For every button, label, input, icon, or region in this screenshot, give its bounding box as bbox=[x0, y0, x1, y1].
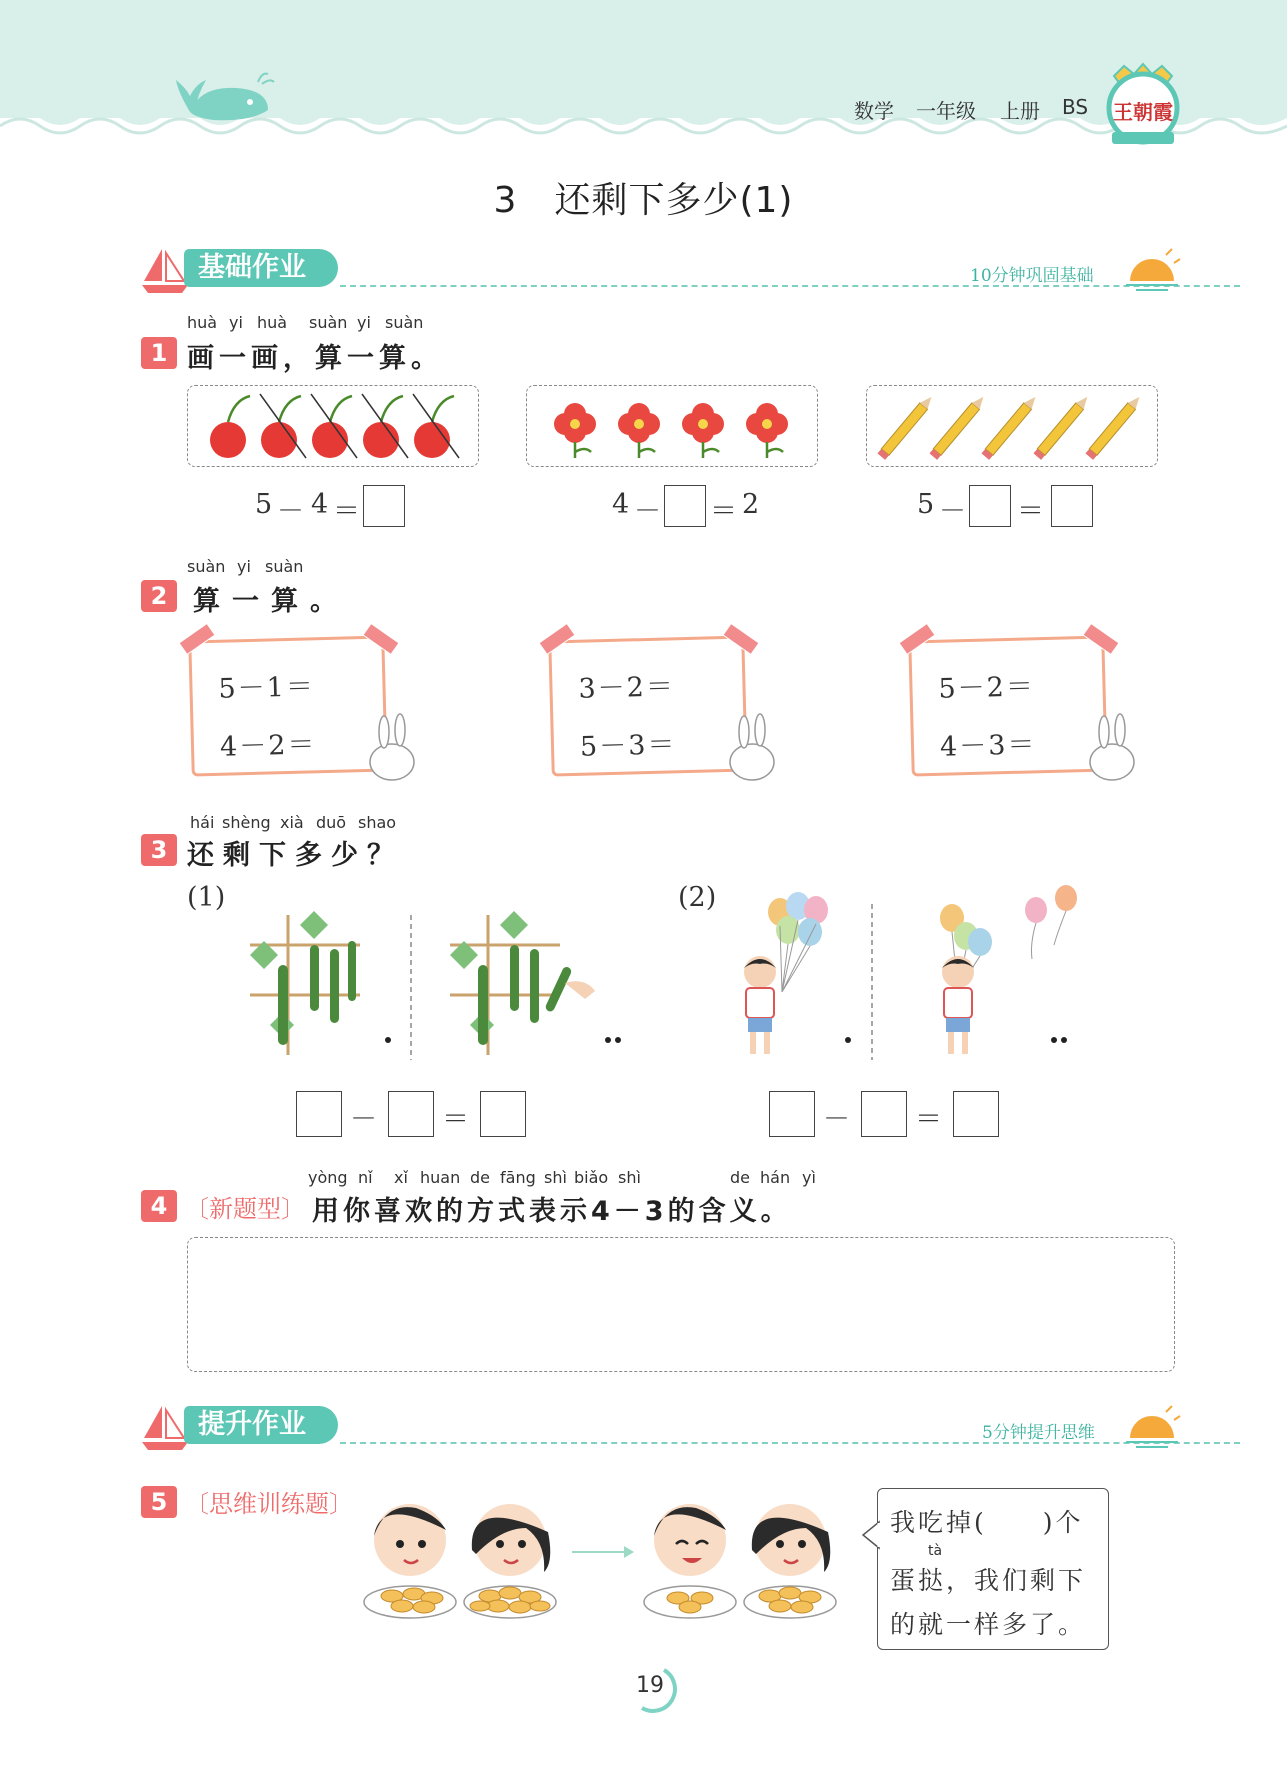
answer-box[interactable] bbox=[664, 485, 706, 527]
answer-box[interactable] bbox=[1051, 485, 1093, 527]
speech-bubble bbox=[877, 1488, 1109, 1650]
answer-box[interactable] bbox=[296, 1091, 342, 1137]
question-number-2: 2 bbox=[141, 580, 177, 612]
q3-equation-2 bbox=[769, 1091, 1009, 1137]
header-band bbox=[0, 0, 1287, 150]
pinyin: hán bbox=[760, 1168, 791, 1187]
pinyin: huà bbox=[187, 313, 218, 332]
pinyin: de bbox=[730, 1168, 750, 1187]
equals-sign: ＝ bbox=[1017, 496, 1044, 527]
calc-line: 5－1＝ bbox=[218, 671, 316, 705]
pinyin: yi bbox=[229, 313, 243, 332]
pinyin: xǐ bbox=[394, 1168, 408, 1187]
operand: 4 bbox=[311, 489, 329, 520]
pinyin: yì bbox=[802, 1168, 816, 1187]
sunrise-icon bbox=[1122, 247, 1182, 293]
equals-sign: ＝ bbox=[442, 1104, 469, 1135]
answer-box[interactable] bbox=[363, 485, 405, 527]
section-advanced-label: 提升作业 bbox=[184, 1406, 338, 1444]
operand: 5 bbox=[255, 489, 273, 520]
pinyin: shèng bbox=[222, 813, 271, 832]
sunrise-icon bbox=[1122, 1404, 1182, 1450]
q2-pinyin-row bbox=[187, 557, 387, 579]
pinyin: suàn bbox=[385, 313, 424, 332]
boy-icon bbox=[744, 956, 974, 1054]
operand: 4 bbox=[612, 489, 630, 520]
pinyin: fāng bbox=[500, 1168, 536, 1187]
pinyin: shì bbox=[544, 1168, 567, 1187]
calc-line: 5－2＝ bbox=[938, 671, 1036, 705]
part-label-1: (1) bbox=[187, 882, 226, 913]
calc-line: 5－3＝ bbox=[579, 729, 677, 763]
balloon-icon bbox=[768, 885, 1077, 956]
pinyin: duō bbox=[316, 813, 347, 832]
section-basic-header bbox=[140, 245, 1180, 295]
operator: － bbox=[939, 496, 966, 527]
section-advanced-hint: 5分钟提升思维 bbox=[982, 1423, 1095, 1443]
pinyin: yòng bbox=[308, 1168, 348, 1187]
pencil-icon bbox=[877, 394, 1143, 460]
pinyin: huà bbox=[257, 313, 288, 332]
calc-line: 4－3＝ bbox=[939, 729, 1037, 763]
section-basic-hint: 10分钟巩固基础 bbox=[970, 266, 1094, 286]
section-divider bbox=[340, 285, 1240, 287]
question-4-text: 用你喜欢的方式表示4－3的含义。 bbox=[312, 1196, 792, 1227]
answer-box[interactable] bbox=[388, 1091, 434, 1137]
equals-sign: ＝ bbox=[333, 496, 360, 527]
flower-icon bbox=[554, 403, 788, 458]
answer-box[interactable] bbox=[480, 1091, 526, 1137]
speech-line-2: 蛋挞，我们剩下 bbox=[890, 1566, 1087, 1595]
pinyin: shao bbox=[358, 813, 397, 832]
header-edition: BS bbox=[1062, 95, 1089, 119]
cherry-icon bbox=[210, 396, 454, 458]
picture-box-pencils bbox=[866, 385, 1158, 467]
picture-box-flowers bbox=[526, 385, 818, 467]
question-3-text: 还剩下多少？ bbox=[187, 840, 403, 871]
speech-line-3: 的就一样多了。 bbox=[890, 1610, 1087, 1639]
calc-line: 4－2＝ bbox=[219, 729, 317, 763]
operand: 5 bbox=[917, 489, 935, 520]
pinyin: suàn bbox=[265, 557, 304, 576]
operator: － bbox=[634, 496, 661, 527]
section-advanced-header bbox=[140, 1402, 1180, 1452]
sailboat-icon bbox=[140, 1402, 190, 1452]
question-4-tag: 〔新题型〕 bbox=[185, 1195, 305, 1223]
page-number: 19 bbox=[636, 1673, 664, 1698]
section-basic-label: 基础作业 bbox=[184, 249, 338, 287]
kid-icon bbox=[374, 1504, 830, 1576]
q4-pinyin-row bbox=[308, 1168, 828, 1190]
question-number-5: 5 bbox=[141, 1486, 177, 1518]
kids-egg-tarts-illustration bbox=[360, 1490, 860, 1625]
cucumber-icon bbox=[278, 941, 573, 1045]
pinyin: tà bbox=[928, 1543, 943, 1559]
q3-equation-1 bbox=[296, 1091, 536, 1137]
arrow-right-icon bbox=[572, 1546, 634, 1558]
operator: － bbox=[350, 1104, 377, 1135]
q3-pinyin-row bbox=[190, 813, 430, 835]
section-divider bbox=[340, 1442, 1240, 1444]
speech-tail bbox=[862, 1520, 880, 1550]
bunny-icon bbox=[370, 714, 1134, 780]
brand-logo bbox=[1104, 62, 1182, 148]
pinyin: suàn bbox=[187, 557, 226, 576]
answer-area[interactable] bbox=[187, 1237, 1175, 1372]
question-number-4: 4 bbox=[141, 1190, 177, 1222]
pinyin: yi bbox=[357, 313, 371, 332]
pinyin: shì bbox=[618, 1168, 641, 1187]
q1-pinyin-row bbox=[187, 313, 487, 335]
equals-sign: ＝ bbox=[710, 496, 737, 527]
pinyin: biǎo bbox=[574, 1168, 609, 1187]
logo-text: 王朝霞 bbox=[1113, 100, 1173, 124]
pinyin: xià bbox=[280, 813, 304, 832]
header-grade: 一年级 bbox=[916, 99, 976, 123]
operator: － bbox=[277, 496, 304, 527]
decor-tape-and-bunnies bbox=[180, 620, 1160, 790]
pinyin: yi bbox=[237, 557, 251, 576]
question-number-3: 3 bbox=[141, 834, 177, 866]
speech-line-1: 我吃掉( )个 bbox=[890, 1508, 1084, 1537]
question-5-tag: 〔思维训练题〕 bbox=[185, 1490, 353, 1518]
calc-line: 3－2＝ bbox=[578, 671, 676, 705]
page-title: 3 还剩下多少(1) bbox=[493, 180, 794, 221]
pinyin: de bbox=[470, 1168, 490, 1187]
pinyin: nǐ bbox=[358, 1168, 373, 1187]
operator: － bbox=[823, 1104, 850, 1135]
question-1-text: 画一画，算一算。 bbox=[187, 343, 443, 374]
balloon-boy-illustration bbox=[720, 880, 1090, 1070]
pinyin: hái bbox=[190, 813, 215, 832]
header-volume: 上册 bbox=[1000, 99, 1040, 123]
part-label-2: (2) bbox=[678, 882, 717, 913]
header-subject: 数学 bbox=[854, 99, 894, 123]
answer-box[interactable] bbox=[969, 485, 1011, 527]
answer-box[interactable] bbox=[861, 1091, 907, 1137]
question-2-text: 算一算。 bbox=[193, 586, 349, 617]
cucumber-illustration bbox=[230, 905, 650, 1065]
pinyin: suàn bbox=[309, 313, 348, 332]
question-number-1: 1 bbox=[141, 337, 177, 369]
sailboat-icon bbox=[140, 245, 190, 295]
equals-sign: ＝ bbox=[915, 1104, 942, 1135]
pinyin: huan bbox=[420, 1168, 461, 1187]
answer-box[interactable] bbox=[769, 1091, 815, 1137]
picture-box-cherries bbox=[187, 385, 479, 467]
operand: 2 bbox=[742, 489, 760, 520]
answer-box[interactable] bbox=[953, 1091, 999, 1137]
